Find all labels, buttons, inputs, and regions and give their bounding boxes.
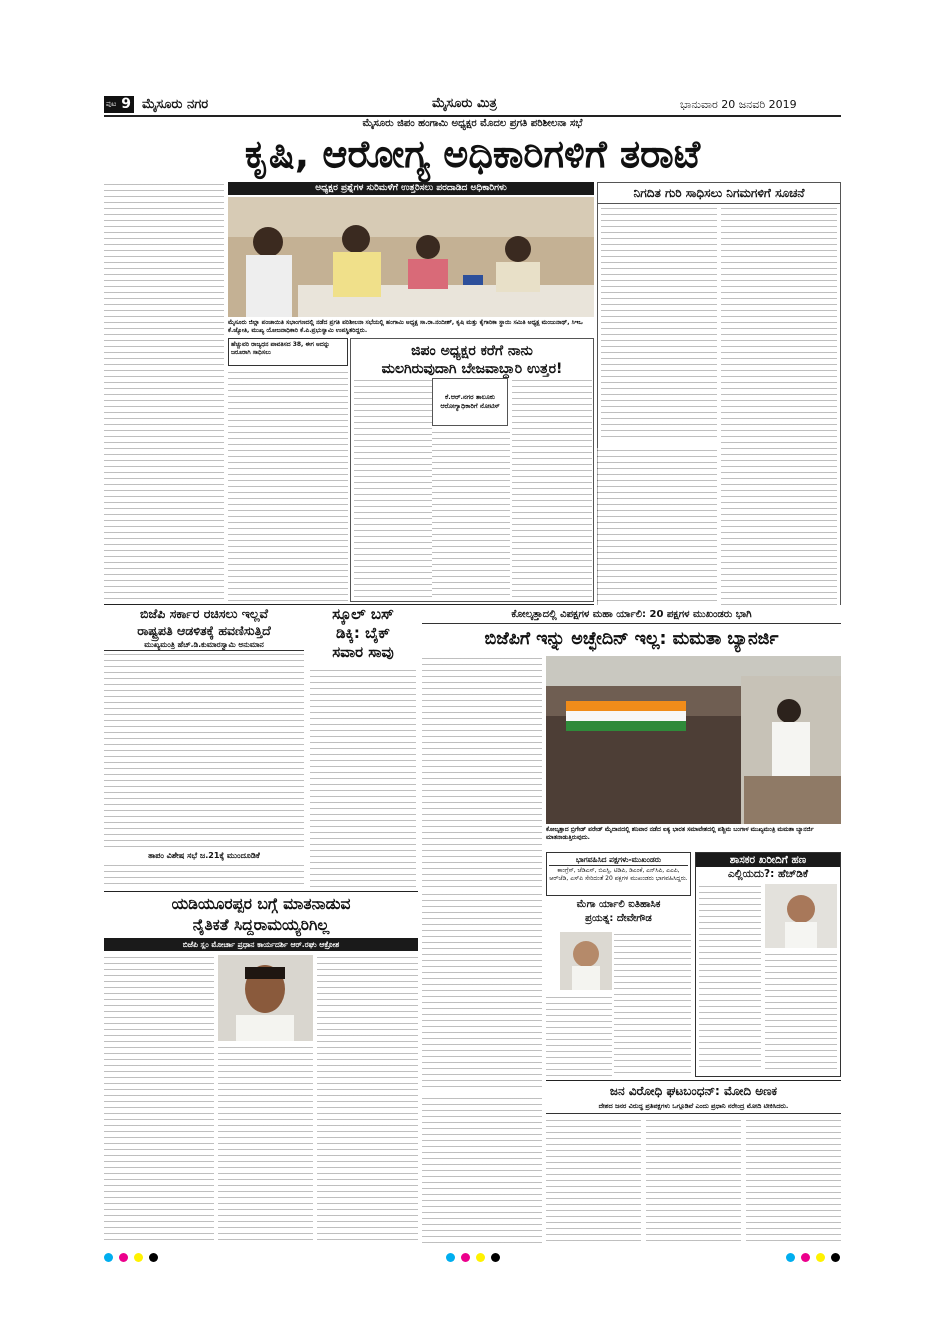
box-story-pull-quote — [432, 378, 508, 426]
bjp-body — [104, 652, 304, 850]
registration-marks-right — [786, 1247, 846, 1266]
black-dot — [149, 1253, 158, 1262]
box-story-headline-2: ಮಲಗಿರುವುದಾಗಿ ಬೇಜವಾಬ್ದಾರಿ ಉತ್ತರ! — [381, 361, 563, 377]
devegowda-body — [614, 932, 691, 1077]
devegowda-quote-title — [546, 898, 691, 928]
page-number: 9 — [118, 96, 134, 113]
taluk-body — [104, 863, 304, 888]
page-number-badge — [104, 96, 134, 113]
yeddy-body-3 — [317, 955, 418, 1245]
black-dot — [831, 1253, 840, 1262]
box-story-body-3 — [512, 378, 592, 598]
yeddy-headline-1: ಯಡಿಯೂರಪ್ಪರ ಬಗ್ಗೆ ಮಾತನಾಡುವ — [171, 895, 351, 913]
modi-body-3 — [746, 1118, 841, 1245]
lead-inset-box — [228, 338, 348, 366]
mamata-photo-caption: ಕೋಲ್ಕತ್ತಾದ ಬ್ರಿಗೇಡ್ ಪರೇಡ್ ಮೈದಾನದಲ್ಲಿ ಶನಿವಾರ ನಡೆದ ಐಕ್ಯ ಭಾರತ ಸಮಾವೇಶದಲ್ಲಿ ಪಶ್ಚಿಮ ಬಂಗಾಳ ಮುಖ್ಯಮಂತ್ರಿ ಮಮತಾ ಬ್ಯಾನರ್ಜಿ ಮಾತನಾಡುತ್ತಿರುವುದು. — [546, 826, 814, 841]
lead-body-column-2 — [228, 370, 348, 602]
mamata-body-1 — [422, 656, 542, 888]
yeddy-photo — [218, 955, 313, 1041]
mamata-body-2 — [422, 892, 542, 1092]
yeddy-byline: ಬಿಜೆಪಿ ಸ್ಲಂ ಮೋರ್ಚಾ ಪ್ರಧಾನ ಕಾರ್ಯದರ್ಶಿ ಆರ್.ರಘು ಆಕ್ರೋಶ — [104, 938, 418, 951]
divider-yeddy — [104, 891, 418, 892]
mamata-photo — [546, 656, 841, 824]
magenta-dot — [119, 1253, 128, 1262]
mamata-kicker: ಕೋಲ್ಕತ್ತಾದಲ್ಲಿ ವಿಪಕ್ಷಗಳ ಮಹಾ ರ್ಯಾಲಿ: 20 ಪಕ್ಷಗಳ ಮುಖಂಡರು ಭಾಗಿ — [422, 605, 841, 624]
bus-headline-3: ಸವಾರ ಸಾವು — [332, 643, 394, 661]
sidebar-body-1 — [601, 206, 717, 442]
bus-headline-2: ಡಿಕ್ಕಿ: ಬೈಕ್ — [335, 624, 391, 642]
yeddy-body-1 — [104, 955, 214, 1245]
hdk-body-2 — [765, 952, 837, 1072]
parties-box — [546, 852, 691, 896]
registration-marks-center — [446, 1247, 506, 1266]
box-story-body-2 — [432, 430, 510, 598]
modi-body-1 — [546, 1118, 641, 1245]
registration-marks-left — [104, 1247, 164, 1266]
box-story-headline-1: ಜಿಪಂ ಅಧ್ಯಕ್ಷರ ಕರೆಗೆ ನಾನು — [411, 343, 533, 359]
bjp-headline-2: ರಾಷ್ಟ್ರಪತಿ ಆಡಳಿತಕ್ಕೆ ಹವಣಿಸುತ್ತಿದೆ — [137, 623, 271, 638]
lead-inset-text: ಹೆಚ್ಚುವರಿ ರಾಜ್ಯಧನ ಪಾವತಿಸದ 38, ಈಗ ಅದನ್ನು ಜರೂರಾಗಿ ಸಾಧಿಸಲು — [231, 341, 330, 356]
lead-body-column-1 — [104, 182, 224, 602]
cyan-dot — [786, 1253, 795, 1262]
issue-date: ಭಾನುವಾರ 20 ಜನವರಿ 2019 — [680, 98, 797, 111]
parties-box-title: ಭಾಗವಹಿಸಿದ ಪಕ್ಷಗಳು-ಮುಖಂಡರು — [549, 855, 688, 866]
section-title: ಮೈಸೂರು ನಗರ — [142, 97, 209, 112]
lead-photo-caption: ಮೈಸೂರು ಜಿಲ್ಲಾ ಪಂಚಾಯಿತಿ ಸಭಾಂಗಣದಲ್ಲಿ ನಡೆದ ಪ್ರಗತಿ ಪರಿಶೀಲನಾ ಸಭೆಯಲ್ಲಿ ಹಂಗಾಮಿ ಅಧ್ಯಕ್ಷ ಸಾ.ರಾ.ನಂದೀಶ್, ಕೃಷಿ ಮತ್ತು ಕೈಗಾರಿಕಾ ಸ್ಥಾಯಿ ಸಮಿತಿ ಅಧ್ಯಕ್ಷ ಮಂಜುನಾಥ್, ಸಿಇಒ ಕೆ.ಜ್ಯೋತಿ, ಮುಖ್ಯ ಯೋಜನಾಧಿಕಾರಿ ಕೆ.ಪಿ.ಪ್ರಭುಸ್ವಾಮಿ ಉಪಸ್ಥಿತರಿದ್ದರು. — [228, 319, 583, 334]
masthead-rule — [104, 115, 841, 117]
parties-box-text: ಕಾಂಗ್ರೆಸ್, ಜೆಡಿಎಸ್, ಬಿಎಸ್ಪಿ, ಟಿಡಿಪಿ, ಡಿಎಂಕೆ, ಎನ್‌ಸಿಪಿ, ಎಎಪಿ, ಆರ್‌ಜೆಡಿ, ಎಸ್‌ಪಿ ಸೇರಿದಂತೆ 20 ಪಕ್ಷಗಳ ಮುಖಂಡರು ಭಾಗವಹಿಸಿದ್ದರು. — [549, 867, 688, 882]
lead-headline: ಕೃಷಿ, ಆರೋಗ್ಯ ಅಧಿಕಾರಿಗಳಿಗೆ ತರಾಟೆ — [244, 132, 701, 176]
mamata-body-4 — [422, 1096, 542, 1245]
bus-headline-1: ಸ್ಕೂಲ್ ಬಸ್ — [332, 605, 394, 623]
cyan-dot — [104, 1253, 113, 1262]
magenta-dot — [801, 1253, 810, 1262]
hdk-photo — [765, 884, 837, 948]
mamata-headline: ಬಿಜೆಪಿಗೆ ಇನ್ನು ಅಚ್ಛೇದಿನ್ ಇಲ್ಲ: ಮಮತಾ ಬ್ಯಾನರ್ಜಿ — [484, 629, 779, 649]
hdk-headline-1: ಶಾಸಕರ ಖರೀದಿಗೆ ಹಣ — [696, 853, 840, 867]
bus-body — [310, 668, 416, 890]
black-dot — [491, 1253, 500, 1262]
box-story-body-1 — [354, 378, 432, 598]
cyan-dot — [446, 1253, 455, 1262]
bjp-byline: ಮುಖ್ಯಮಂತ್ರಿ ಹೆಚ್.ಡಿ.ಕುಮಾರಸ್ವಾಮಿ ಅನುಮಾನ — [104, 640, 304, 651]
yellow-dot — [816, 1253, 825, 1262]
quote-title-2: ಪ್ರಯತ್ನ: ದೇವೇಗೌಡ — [585, 913, 652, 924]
page-label: ಪುಟ — [104, 96, 118, 113]
modi-subhead: ದೇಶದ ಜನರ ವಿರುದ್ಧ ಪ್ರತಿಪಕ್ಷಗಳು ಒಗ್ಗೂಡಿವೆ ಎಂದು ಪ್ರಧಾನಿ ನರೇಂದ್ರ ಮೋದಿ ಟೀಕಿಸಿದರು. — [546, 1102, 841, 1114]
lead-photo — [228, 197, 594, 317]
bus-story — [308, 605, 418, 665]
hdk-body-1 — [699, 884, 761, 1072]
paper-name: ಮೈಸೂರು ಮಿತ್ರ — [432, 96, 497, 111]
lead-subhead: ಅಧ್ಯಕ್ಷರ ಪ್ರಶ್ನೆಗಳ ಸುರಿಮಳೆಗೆ ಉತ್ತರಿಸಲು ಪರದಾಡಿದ ಅಧಿಕಾರಿಗಳು — [228, 182, 594, 195]
modi-headline: ಜನ ವಿರೋಧಿ ಘಟಬಂಧನ್: ಮೋದಿ ಅಣಕ — [609, 1084, 778, 1098]
bjp-headline-1: ಬಿಜೆಪಿ ಸರ್ಕಾರ ರಚಿಸಲು ಇಲ್ಲವೆ — [139, 606, 269, 621]
magenta-dot — [461, 1253, 470, 1262]
devegowda-photo — [560, 932, 612, 990]
pull-quote-text: ಕೆ.ಆರ್.ನಗರ ತಾಲೂಕು ಆರೋಗ್ಯಾಧಿಕಾರಿಗೆ ನೋಟಿಸ್ — [440, 393, 500, 410]
mamata-body-3 — [546, 995, 612, 1077]
divider-modi — [546, 1080, 841, 1081]
lead-continued-body — [597, 448, 717, 618]
yeddy-headline-2: ನೈತಿಕತೆ ಸಿದ್ದರಾಮಯ್ಯರಿಗಿಲ್ಲ — [192, 916, 330, 934]
hdk-headline-2: ಎಲ್ಲಿಯದು?: ಹೆಚ್‌ಡಿಕೆ — [727, 868, 809, 880]
yellow-dot — [134, 1253, 143, 1262]
modi-body-2 — [646, 1118, 741, 1245]
yellow-dot — [476, 1253, 485, 1262]
sidebar-body-2 — [721, 206, 837, 618]
quote-title-1: ಮೆಗಾ ರ್ಯಾಲಿ ಐತಿಹಾಸಿಕ — [576, 899, 661, 910]
taluk-subhead: ತಾಪಂ ವಿಶೇಷ ಸಭೆ ಜ.21ಕ್ಕೆ ಮುಂದೂಡಿಕೆ — [148, 851, 260, 860]
lead-kicker: ಮೈಸೂರು ಜಿಪಂ ಹಂಗಾಮಿ ಅಧ್ಯಕ್ಷರ ಮೊದಲ ಪ್ರಗತಿ ಪರಿಶೀಲನಾ ಸಭೆ — [362, 118, 583, 129]
sidebar-headline: ನಿಗದಿತ ಗುರಿ ಸಾಧಿಸಲು ನಿಗಮಗಳಿಗೆ ಸೂಚನೆ — [598, 183, 840, 204]
yeddy-body-2 — [218, 1045, 313, 1245]
